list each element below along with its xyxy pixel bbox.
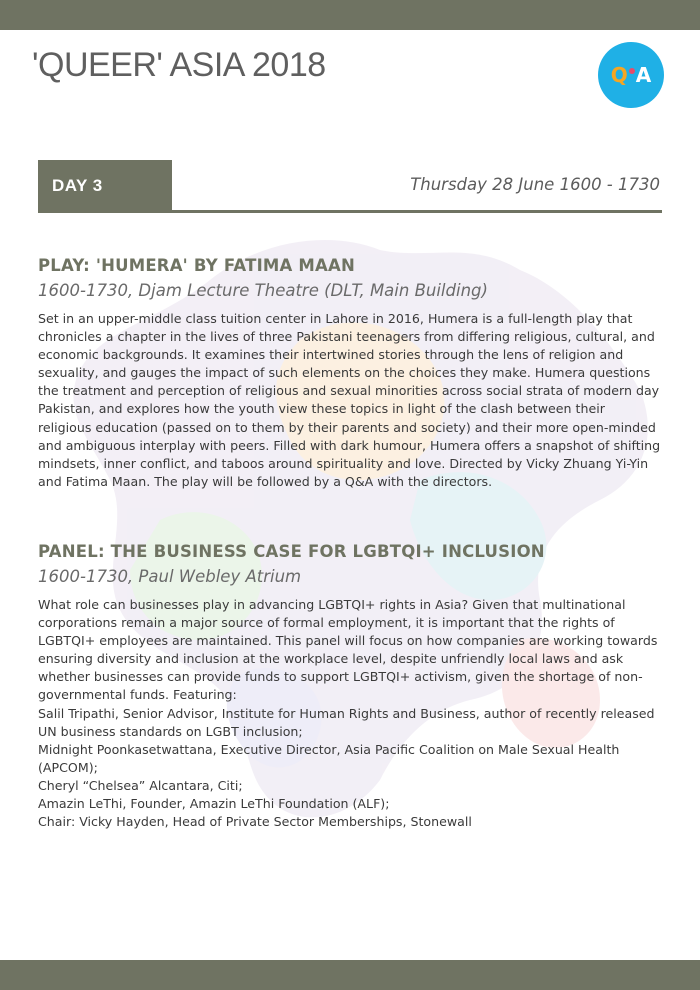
session-title: PANEL: THE BUSINESS CASE FOR LGBTQI+ INCLUSION (38, 542, 545, 561)
qa-logo (598, 42, 664, 108)
paragraph: Set in an upper-middle class tuition center in Lahore in 2016, Humera is a full-length play that chronicles a chapter in the lives of three Pakistani teenagers from differing religious, cultural, and economic backgrounds. It examines their intertwined stories through the lens of religion and sexuality, and gauges the impact of such elements on the choices they make. Humera questions the treatment and perception of religious and sexual minorities across social strata of modern day Pakistan, and explores how the youth view these topics in light of the clash between their religious education (passed on to them by their parents and society) and their more open-minded and ambiguous interplay with peers. Filled with dark humour, Humera offers a snapshot of shifting mindsets, inner conflict, and taboos around spirituality and love. Directed by Vicky Zhuang Yi-Yin and Fatima Maan. The play will be followed by a Q&A with the directors. (38, 311, 661, 489)
logo-dot (629, 68, 635, 74)
session-panel (38, 542, 662, 831)
chair-line: Chair: Vicky Hayden, Head of Private Sector Memberships, Stonewall (38, 814, 472, 830)
speaker-line: Salil Tripathi, Senior Advisor, Institute for Human Rights and Business, author of recently released UN business standards on LGBT inclusion; (38, 705, 655, 739)
session-subtitle: 1600-1730, Djam Lecture Theatre (DLT, Main Building) (38, 281, 488, 300)
page-title: 'QUEER' ASIA 2018 (32, 46, 326, 84)
bottom-bar (0, 960, 700, 990)
logo-letter-a: A (635, 63, 652, 87)
speaker-line: Cheryl “Chelsea” Alcantara, Citi; (38, 777, 243, 793)
logo-letter-q: Q (610, 63, 628, 87)
day-datetime: Thursday 28 June 1600 - 1730 (410, 175, 660, 194)
day-label: DAY 3 (38, 160, 172, 212)
session-description (38, 596, 662, 831)
day-divider (38, 210, 662, 213)
paragraph: What role can businesses play in advancing LGBTQI+ rights in Asia? Given that multinational corporations remain a major source of formal employment, it is important that the rights of LGBTQI+ employees are maintained. This panel will focus on how companies are working towards ensuring diversity and inclusion at the workplace level, despite unfriendly local laws and ask whether businesses can provide funds to support LGBTQI+ activism, given the shortage of non-governmental funds. Featuring: (38, 597, 658, 703)
top-bar (0, 0, 700, 30)
session-subtitle: 1600-1730, Paul Webley Atrium (38, 567, 302, 586)
speaker-line: Midnight Poonkasetwattana, Executive Director, Asia Pacific Coalition on Male Sexual Health (APCOM); (38, 741, 620, 775)
speaker-line: Amazin LeThi, Founder, Amazin LeThi Foundation (ALF); (38, 796, 390, 812)
session-play (38, 256, 662, 491)
session-description (38, 310, 662, 491)
session-title: PLAY: 'HUMERA' BY FATIMA MAAN (38, 256, 356, 275)
